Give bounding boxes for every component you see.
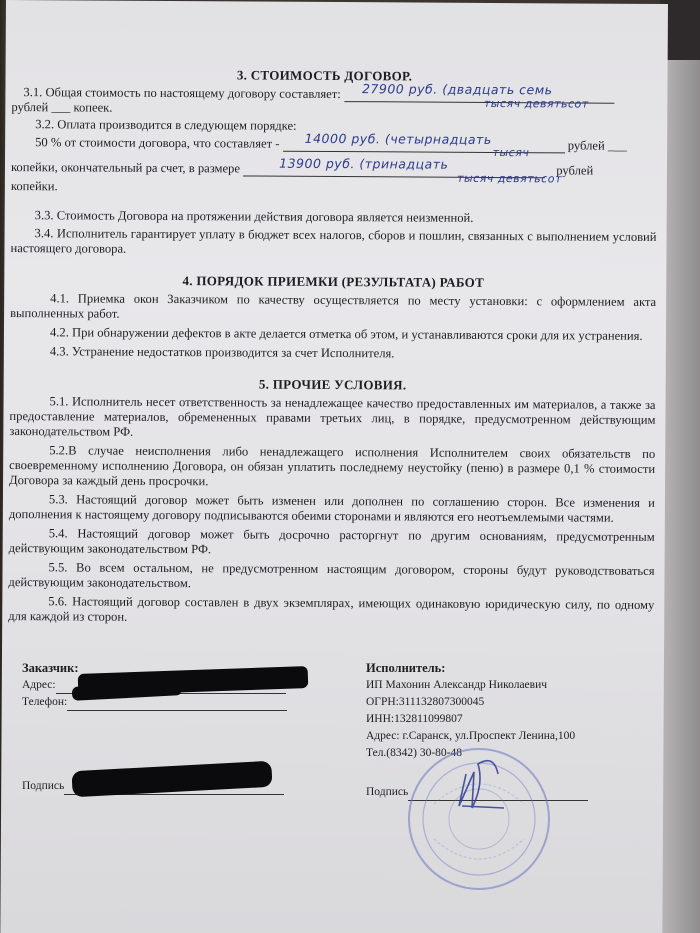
customer-block: [22, 660, 322, 792]
section-3-title: 3. СТОИМОСТЬ ДОГОВОР.: [236, 67, 413, 84]
contractor-name: ИП Махонин Александр Николаевич: [366, 679, 548, 691]
customer-address-label: Адрес:: [22, 679, 56, 691]
final-payment-suffix: рублей: [556, 163, 594, 178]
clause-4-3: 4.3. Устранение недостатков производится за счет Исполнителя.: [49, 344, 395, 361]
prepayment-text: 50 % от стоимости договора, что составляет -: [35, 135, 280, 151]
clause-5-2: 5.2.В случае неисполнения либо ненадлежащего исполнения Исполнителем своих обязательств по своевременному исполнению Договора, он обязан уплатить последнему неустойку (пеню) в размере 0,1 % стоимости Договора за каждый день просрочки.: [9, 443, 656, 489]
handwritten-prepayment-cont: тысяч: [492, 145, 530, 160]
clause-3-3: 3.3. Стоимость Договора на протяжении действия договора является неизменной.: [34, 208, 474, 225]
contractor-address: Адрес: г.Саранск, ул.Проспект Ленина,100: [366, 730, 576, 742]
final-payment-text: копейки, окончательный ра счет, в размере: [10, 160, 241, 176]
prepayment-suffix: рублей ___: [567, 138, 627, 153]
handwritten-prepayment: 14000 руб. (четырнадцать: [304, 130, 492, 147]
contractor-signature-label: Подпись: [366, 786, 409, 798]
clause-5-5: 5.5. Во всем остальном, не предусмотренном настоящим договором, стороны будут руководствоваться действующим законодательством.: [8, 560, 655, 591]
handwritten-final-cont: тысяч девятьсот: [457, 171, 562, 186]
contractor-ogrn: ОГРН:311132807300045: [366, 696, 485, 708]
handwritten-total: 27900 руб. (двадцать семь: [361, 81, 553, 98]
clause-5-3: 5.3. Настоящий договор может быть изменен или дополнен по соглашению сторон. Все изменения и дополнения к настоящему договору подписываются обеими сторонами и являются его неотъемлемыми частями.: [8, 492, 655, 525]
customer-phone-row: [22, 694, 322, 711]
customer-phone-label: Телефон:: [22, 696, 68, 708]
clause-5-1: 5.1. Исполнитель несет ответственность за ненадлежащее качество предоставленных им материалов, а также за предоставление материалов, обремененных правами третьих лиц, в порядке, предусмотренном действующим законодательством РФ.: [9, 394, 656, 439]
final-amount-field: [243, 155, 562, 186]
section-5-title: 5. ПРОЧИЕ УСЛОВИЯ.: [258, 376, 407, 393]
section-4-title: 4. ПОРЯДОК ПРИЕМКИ (РЕЗУЛЬТАТА) РАБОТ: [182, 273, 485, 290]
clause-4-1: 4.1. Приемка окон Заказчиком по качеству осуществляется по месту установки: с оформлением акта выполненных работ.: [10, 291, 657, 321]
clause-3-1-text: 3.1. Общая стоимость по настоящему договору составляет:: [23, 85, 341, 102]
customer-signature-label: Подпись: [22, 780, 65, 792]
total-amount-field: [344, 81, 614, 111]
clause-3-2-prepayment: [11, 130, 657, 160]
customer-label: Заказчик:: [22, 661, 79, 675]
contractor-phone: Тел.(8342) 30-80-48: [366, 747, 462, 759]
clause-3-1-end: рублей ___ копеек.: [11, 100, 113, 115]
clause-3-2-final: [10, 155, 657, 186]
clause-3-4: 3.4. Исполнитель гарантирует уплату в бюджет всех налогов, сборов и пошлин, связанных с выполнением условий настоящего договора.: [10, 226, 657, 256]
handwritten-final: 13900 руб. (тринадцать: [279, 155, 449, 172]
contractor-label: Исполнитель:: [366, 661, 446, 675]
clause-5-6: 5.6. Настоящий договор составлен в двух экземплярах, имеющих одинаковую юридическую силу, по одному для каждой из сторон.: [8, 594, 655, 624]
clause-3-2: 3.2. Оплата производится в следующем порядке:: [35, 117, 297, 133]
prepayment-amount-field: [283, 130, 565, 160]
clause-4-2: 4.2. При обнаружении дефектов в акте делается отметка об этом, и устанавливаются сроки для их устранения.: [49, 325, 643, 343]
contractor-inn: ИНН:132811099807: [366, 713, 463, 725]
company-stamp: [404, 744, 554, 894]
clause-5-4: 5.4. Настоящий договор может быть досрочно расторгнут по другим основаниям, предусмотренным действующим законодательством РФ.: [8, 526, 655, 557]
handwritten-total-cont: тысяч девятьсот: [483, 96, 589, 111]
clause-3-2-kopecks: копейки.: [10, 179, 58, 194]
